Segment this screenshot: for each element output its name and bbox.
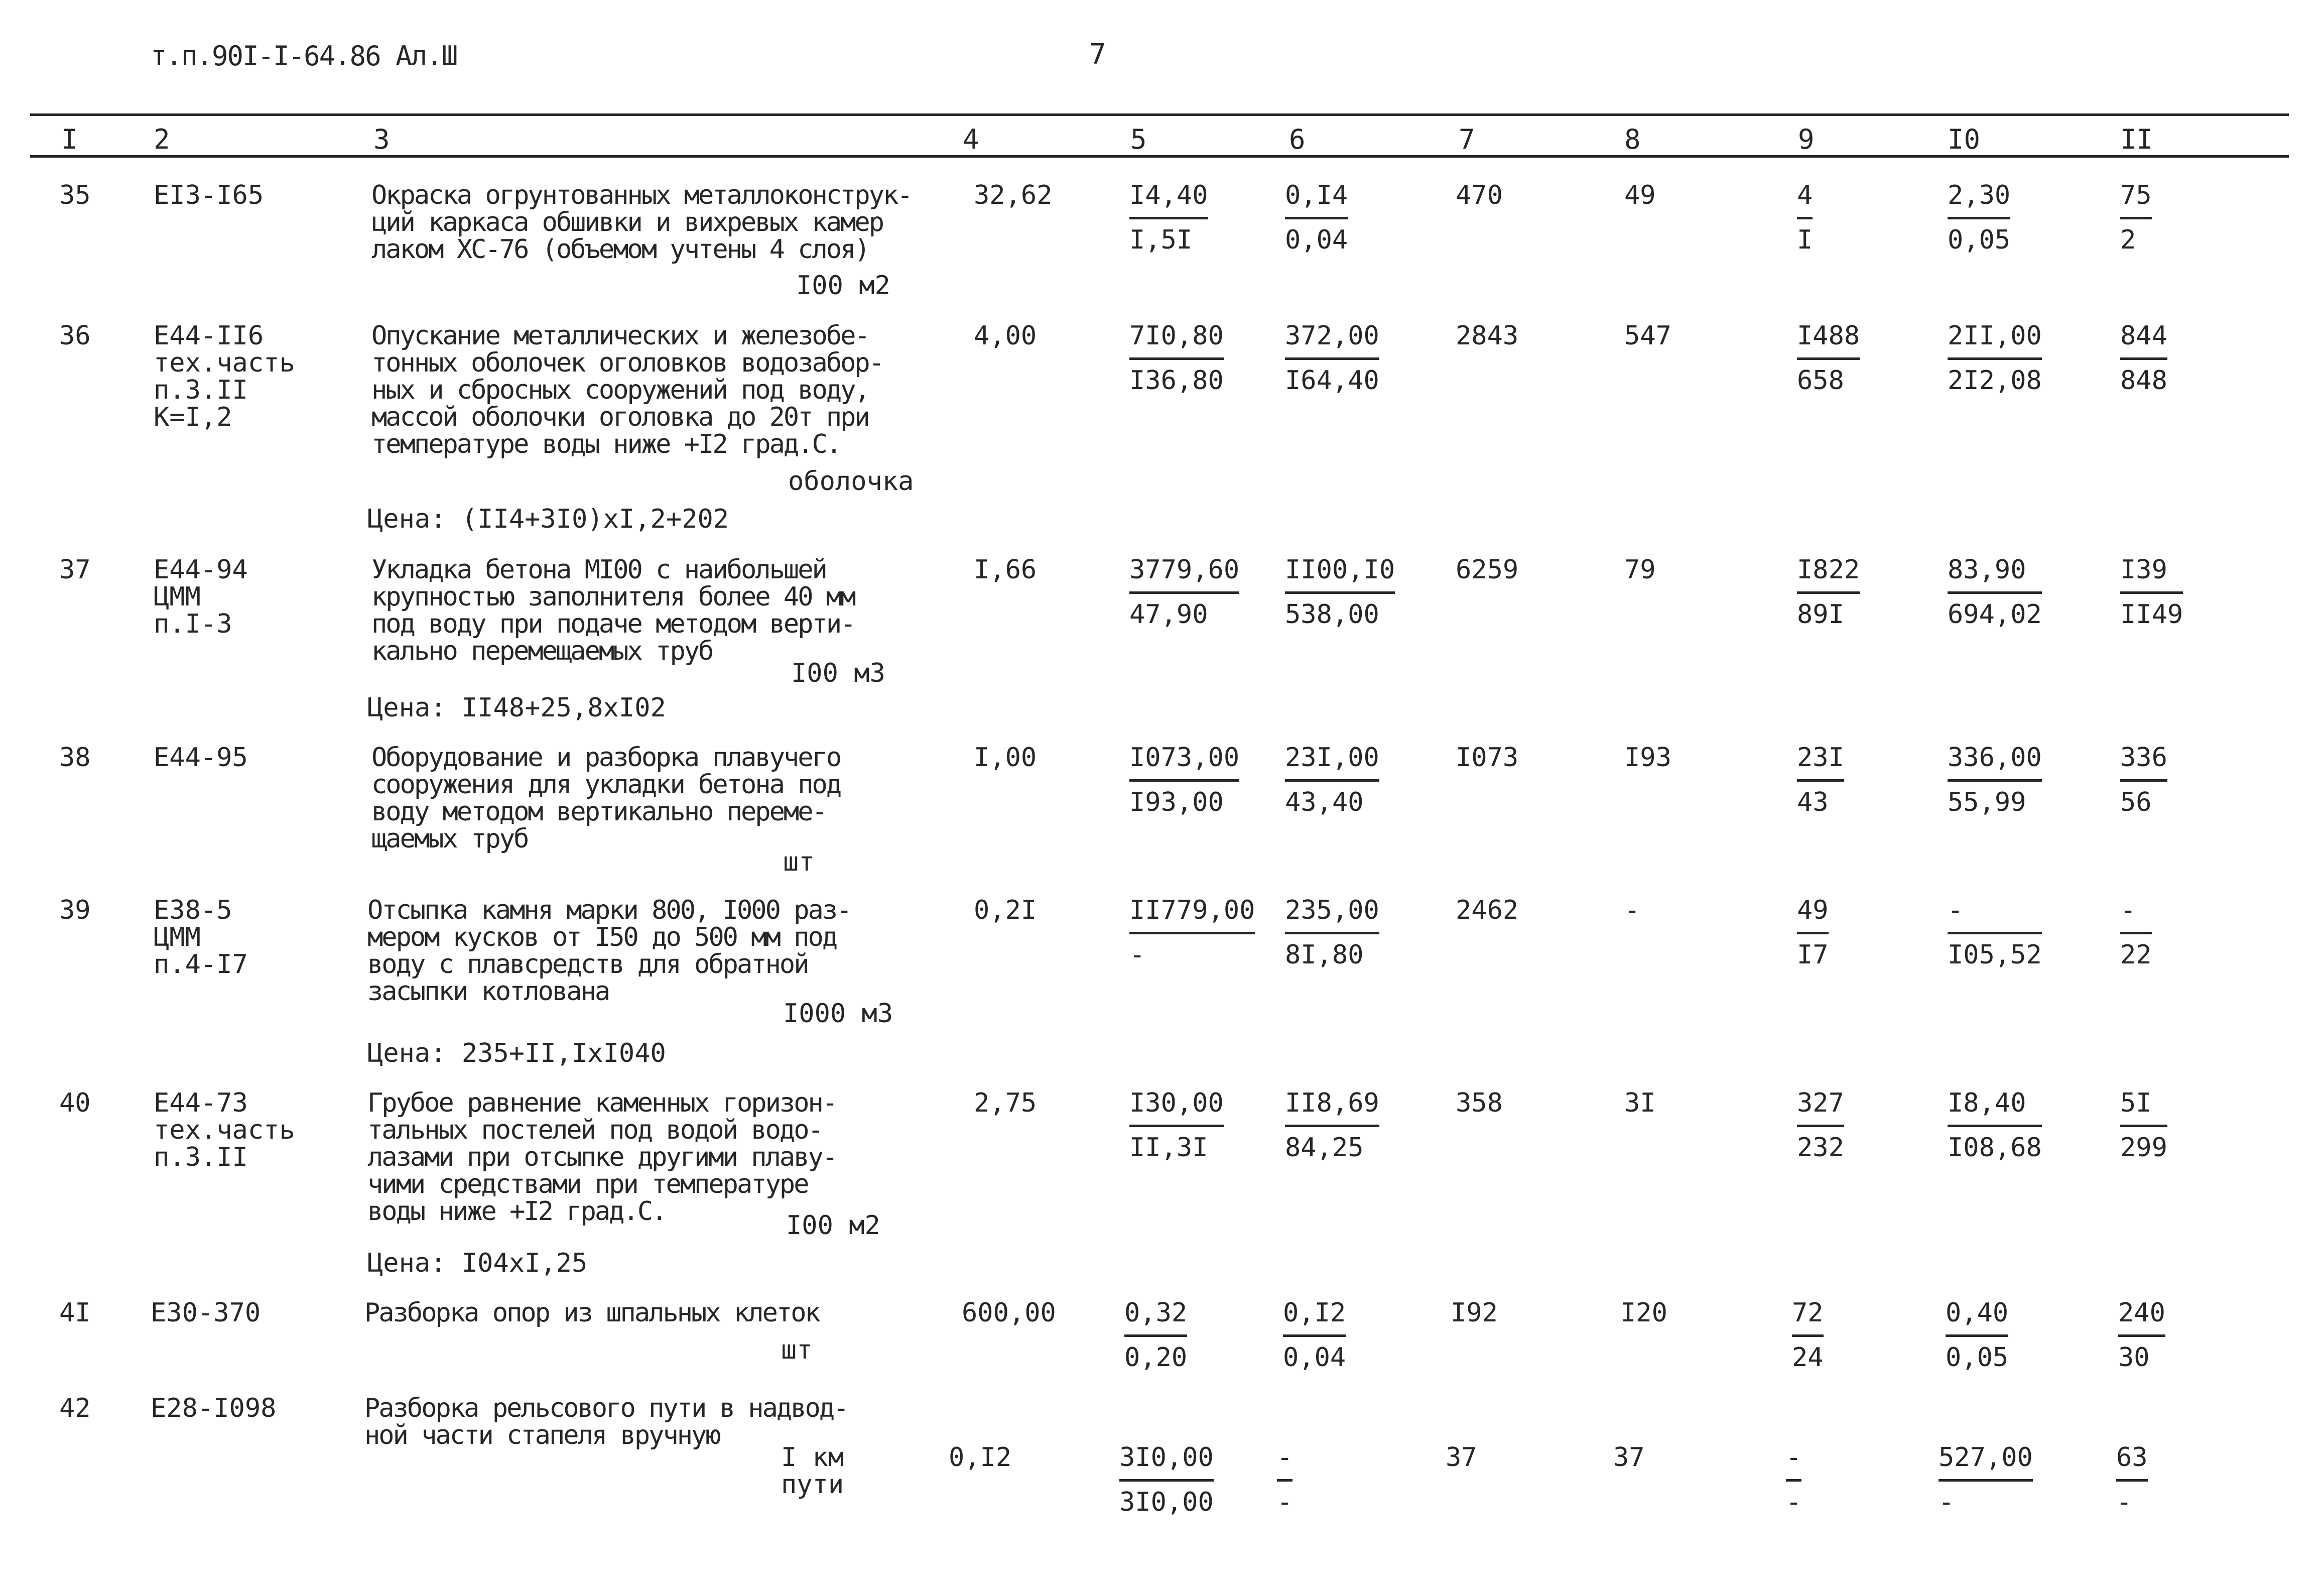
cost-fraction-col6: II00,I0 538,00 [1285, 555, 1395, 630]
cost-fraction-col10: - I05,52 [1948, 895, 2042, 970]
cost-fraction-col10: I8,40 I08,68 [1948, 1088, 2042, 1163]
cost-fraction-col5: 3I0,00 3I0,00 [1119, 1442, 1214, 1517]
norm-code: E44-II6 тех.часть п.3.II К=I,2 [154, 321, 295, 432]
total-col8: 49 [1624, 180, 1656, 210]
quantity: 2,75 [974, 1088, 1037, 1118]
column-number-5: 5 [1130, 124, 1147, 155]
row-number: 35 [59, 180, 91, 210]
document-reference: т.п.90I-I-64.86 Ал.Ш [151, 40, 457, 72]
cost-fraction-col9: 23I 43 [1797, 743, 1844, 817]
unit-of-measure: I км пути [781, 1442, 844, 1500]
cost-fraction-col9: 49 I7 [1797, 895, 1829, 970]
norm-code: E44-95 [154, 743, 248, 773]
column-number-1: I [61, 124, 78, 155]
cost-fraction-col10: 2II,00 2I2,08 [1948, 321, 2042, 396]
cost-fraction-col6: - - [1277, 1442, 1293, 1517]
work-description: Окраска огрунтованных металлоконструк- ций каркаса обшивки и вихревых камер лаком ХС-76 (объемом учтены 4 слоя) [371, 180, 912, 265]
work-description: Опускание металлических и железобе- тонных оболочек оголовков водозабор- ных и сбросных сооружений под воду, массой оболочки оголовка до 20т при температуре воды ниже +I2 град.С. [371, 321, 883, 459]
total-col8: 3I [1624, 1088, 1656, 1118]
work-description: Оборудование и разборка плавучего сооружения для укладки бетона под воду методом вертикально переме- щаемых труб [371, 743, 841, 854]
total-col7: I92 [1451, 1298, 1498, 1328]
table-header-rule [30, 155, 2289, 158]
cost-fraction-col9: I488 658 [1797, 321, 1860, 396]
total-col8: 79 [1624, 555, 1656, 585]
quantity: 4,00 [974, 321, 1037, 351]
cost-fraction-col6: 372,00 I64,40 [1285, 321, 1379, 396]
cost-fraction-col11: 336 56 [2120, 743, 2167, 817]
total-col8: I20 [1620, 1298, 1667, 1328]
column-number-4: 4 [963, 124, 979, 155]
column-number-3: 3 [373, 124, 390, 155]
work-description: Грубое равнение каменных горизон- тальных постелей под водой водо- лазами при отсыпке другими плаву- чими средствами при температуре воды ниже +I2 град.С. [367, 1088, 837, 1227]
cost-fraction-col11: 844 848 [2120, 321, 2167, 396]
cost-fraction-col5: I073,00 I93,00 [1129, 743, 1240, 817]
quantity: 0,2I [974, 895, 1037, 925]
cost-fraction-col5: 0,32 0,20 [1124, 1298, 1188, 1373]
cost-fraction-col10: 0,40 0,05 [1946, 1298, 2009, 1373]
work-description: Укладка бетона МI00 с наибольшей крупностью заполнителя более 40 мм под воду при подаче методом верти- кально перемещаемых труб [371, 555, 855, 666]
total-col8: - [1624, 895, 1640, 925]
total-col7: 358 [1456, 1088, 1503, 1118]
row-number: 4I [59, 1298, 91, 1328]
unit-of-measure: I00 м2 [786, 1210, 880, 1241]
table-top-rule [30, 113, 2289, 116]
total-col8: 547 [1624, 321, 1671, 351]
cost-fraction-col6: 0,I2 0,04 [1283, 1298, 1346, 1373]
column-number-6: 6 [1289, 124, 1306, 155]
unit-of-measure: шт [783, 847, 815, 877]
unit-of-measure: I000 м3 [783, 999, 893, 1029]
cost-fraction-col9: - - [1786, 1442, 1802, 1517]
row-number: 38 [59, 743, 91, 773]
cost-fraction-col10: 527,00 - [1939, 1442, 2033, 1517]
quantity: I,66 [974, 555, 1037, 585]
row-number: 37 [59, 555, 91, 585]
cost-fraction-col10: 2,30 0,05 [1948, 180, 2011, 255]
row-number: 36 [59, 321, 91, 351]
total-col7: 2843 [1456, 321, 1519, 351]
cost-fraction-col11: 240 30 [2118, 1298, 2165, 1373]
total-col7: 470 [1456, 180, 1503, 210]
work-description: Отсыпка камня марки 800, I000 раз- мером кусков от I50 до 500 мм под воду с плавсредств для обратной засыпки котлована [367, 895, 851, 1007]
cost-fraction-col9: 327 232 [1797, 1088, 1844, 1163]
quantity: 32,62 [974, 180, 1053, 210]
cost-fraction-col5: 3779,60 47,90 [1129, 555, 1240, 630]
total-col7: 37 [1446, 1442, 1477, 1473]
price-formula: Цена: 235+II,IxI040 [367, 1038, 666, 1068]
column-number-8: 8 [1624, 124, 1641, 155]
total-col7: 6259 [1456, 555, 1519, 585]
cost-fraction-col11: 63 - [2116, 1442, 2148, 1517]
norm-code: E44-73 тех.часть п.3.II [154, 1088, 295, 1172]
norm-code: E38-5 ЦММ п.4-I7 [154, 895, 248, 980]
quantity: 600,00 [962, 1298, 1056, 1328]
work-description: Разборка рельсового пути в надвод- ной части стапеля вручную [364, 1393, 848, 1450]
price-formula: Цена: (II4+3I0)xI,2+202 [367, 504, 729, 534]
column-number-11: II [2120, 124, 2153, 155]
cost-fraction-col10: 336,00 55,99 [1948, 743, 2042, 817]
row-number: 40 [59, 1088, 91, 1118]
norm-code: E28-I098 [151, 1393, 277, 1423]
cost-fraction-col9: 4 I [1797, 180, 1813, 255]
cost-fraction-col5: I30,00 II,3I [1129, 1088, 1224, 1163]
column-number-10: I0 [1948, 124, 1981, 155]
cost-fraction-col11: I39 II49 [2120, 555, 2183, 630]
page-number: 7 [1089, 38, 1106, 71]
unit-of-measure: шт [781, 1335, 813, 1365]
total-col7: 2462 [1456, 895, 1519, 925]
total-col8: 37 [1613, 1442, 1645, 1473]
cost-fraction-col11: 75 2 [2120, 180, 2152, 255]
cost-fraction-col6: 235,00 8I,80 [1285, 895, 1379, 970]
column-number-7: 7 [1459, 124, 1475, 155]
price-formula: Цена: I04xI,25 [367, 1248, 588, 1278]
cost-fraction-col9: I822 89I [1797, 555, 1860, 630]
row-number: 42 [59, 1393, 91, 1423]
total-col8: I93 [1624, 743, 1671, 773]
unit-of-measure: оболочка [788, 466, 914, 497]
cost-fraction-col11: 5I 299 [2120, 1088, 2167, 1163]
row-number: 39 [59, 895, 91, 925]
norm-code: E30-370 [151, 1298, 261, 1328]
unit-of-measure: I00 м3 [791, 658, 885, 688]
cost-fraction-col5: II779,00 - [1129, 895, 1255, 970]
unit-of-measure: I00 м2 [796, 271, 890, 301]
quantity: I,00 [974, 743, 1037, 773]
work-description: Разборка опор из шпальных клеток [364, 1298, 819, 1328]
norm-code: EI3-I65 [154, 180, 264, 210]
norm-code: E44-94 ЦММ п.I-3 [154, 555, 248, 639]
cost-fraction-col6: 23I,00 43,40 [1285, 743, 1379, 817]
column-number-2: 2 [154, 124, 170, 155]
cost-fraction-col10: 83,90 694,02 [1948, 555, 2042, 630]
price-formula: Цена: II48+25,8xI02 [367, 693, 666, 723]
cost-fraction-col11: - 22 [2120, 895, 2152, 970]
cost-fraction-col5: 7I0,80 I36,80 [1129, 321, 1224, 396]
cost-fraction-col6: II8,69 84,25 [1285, 1088, 1379, 1163]
quantity: 0,I2 [949, 1442, 1012, 1473]
total-col7: I073 [1456, 743, 1519, 773]
column-number-9: 9 [1798, 124, 1815, 155]
cost-fraction-col6: 0,I4 0,04 [1285, 180, 1348, 255]
cost-fraction-col9: 72 24 [1792, 1298, 1824, 1373]
cost-fraction-col5: I4,40 I,5I [1129, 180, 1208, 255]
